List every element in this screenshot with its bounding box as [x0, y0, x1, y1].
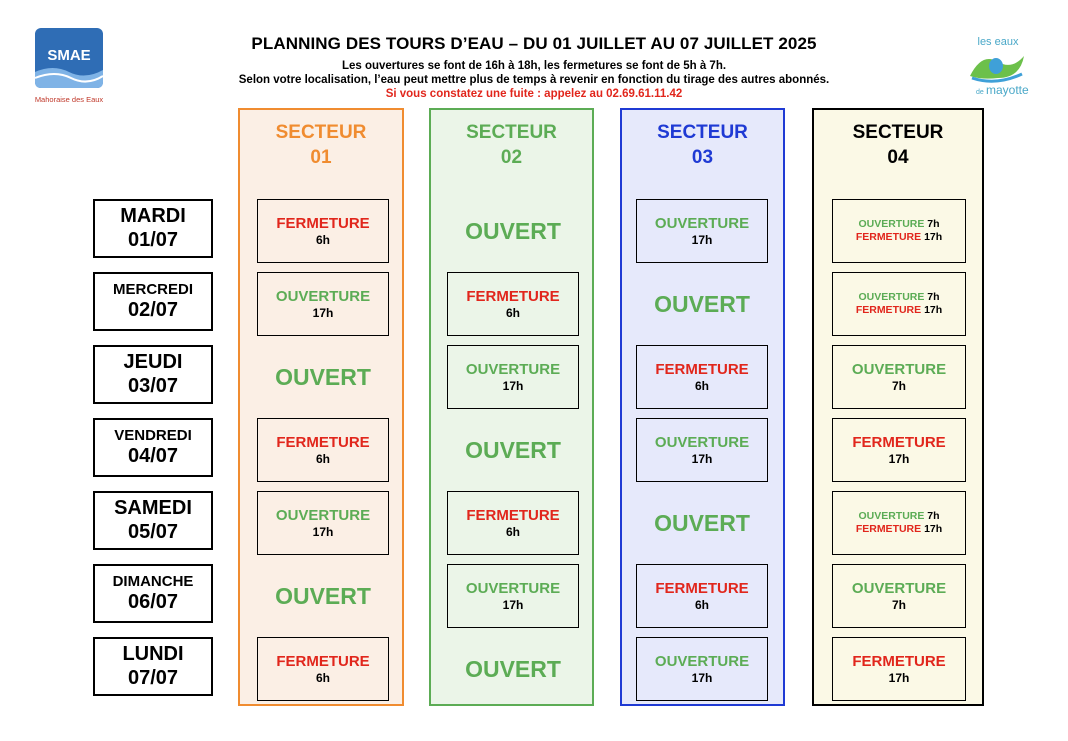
closing-label: FERMETURE — [855, 523, 922, 535]
sector-label: SECTEUR — [275, 122, 367, 143]
closing-cell — [447, 491, 579, 555]
closing-label: FERMETURE — [276, 433, 370, 451]
location-note: Selon votre localisation, l’eau peut mettre plus de temps à revenir en fonction du tirage des autres abonnés. — [238, 74, 830, 86]
open-status-cell — [447, 418, 579, 482]
opening-time: 17h — [691, 670, 713, 685]
closing-cell — [832, 637, 966, 701]
day-row-label — [93, 564, 213, 623]
day-row-label — [93, 491, 213, 550]
open-status-cell — [447, 637, 579, 701]
sector-label: SECTEUR — [466, 122, 557, 143]
opening-time: 7h — [927, 510, 940, 522]
day-date: 06/07 — [127, 591, 179, 614]
closing-time: 6h — [315, 451, 330, 466]
closing-label: FERMETURE — [276, 214, 370, 232]
closing-time: 6h — [505, 524, 520, 539]
day-name: LUNDI — [122, 643, 184, 665]
day-row-label — [93, 637, 213, 696]
closing-label: FERMETURE — [852, 433, 946, 451]
open-status-cell — [257, 564, 389, 628]
opening-label: OUVERTURE — [654, 433, 750, 451]
closing-label: FERMETURE — [855, 304, 922, 316]
closing-cell — [832, 418, 966, 482]
closing-time: 6h — [315, 232, 330, 247]
opening-cell — [447, 564, 579, 628]
open-status-cell — [257, 345, 389, 409]
day-row-label — [93, 418, 213, 477]
opening-time: 7h — [891, 597, 906, 612]
day-row-label — [93, 345, 213, 404]
closing-time: 17h — [888, 451, 910, 466]
day-row-label — [93, 199, 213, 258]
open-status-label: OUVERT — [275, 363, 371, 390]
opening-line — [858, 510, 939, 523]
opening-cell — [636, 637, 768, 701]
opening-time: 17h — [312, 524, 334, 539]
closing-cell — [257, 418, 389, 482]
opening-label: OUVERTURE — [858, 218, 925, 230]
day-date: 03/07 — [127, 375, 179, 397]
open-status-label: OUVERT — [654, 290, 750, 317]
day-name: JEUDI — [123, 351, 183, 373]
day-name: MARDI — [120, 205, 186, 227]
open-status-label: OUVERT — [465, 217, 561, 244]
sector-number: 01 — [310, 147, 332, 168]
closing-line — [856, 523, 942, 536]
closing-time: 6h — [694, 378, 709, 393]
sector-number: 04 — [887, 147, 909, 168]
open-status-label: OUVERT — [275, 582, 371, 609]
opening-label: OUVERTURE — [654, 214, 750, 232]
opening-label: OUVERTURE — [858, 291, 925, 303]
day-name: VENDREDI — [114, 426, 192, 444]
smae-logo-name: SMAE — [47, 47, 91, 64]
opening-label: OUVERTURE — [858, 510, 925, 522]
day-date: 01/07 — [127, 229, 179, 251]
opening-line — [858, 218, 939, 231]
open-status-label: OUVERT — [465, 436, 561, 463]
closing-label: FERMETURE — [655, 360, 749, 378]
closing-time: 6h — [315, 670, 330, 685]
eaux-logo-line1: les eaux — [977, 36, 1019, 48]
schedule-note: Les ouvertures se font de 16h à 18h, les fermetures se font de 5h à 7h. — [341, 60, 727, 72]
closing-line — [856, 231, 942, 244]
sector-04-title — [814, 120, 982, 170]
closing-time: 17h — [924, 304, 943, 316]
day-date: 04/07 — [127, 445, 179, 468]
day-name: MERCREDI — [112, 280, 193, 298]
closing-label: FERMETURE — [655, 579, 749, 597]
opening-time: 7h — [927, 218, 940, 230]
day-date: 07/07 — [127, 667, 179, 689]
closing-time: 17h — [888, 670, 910, 685]
open-status-cell — [447, 199, 579, 263]
closing-time: 17h — [924, 231, 943, 243]
leak-alert: Si vous constatez une fuite : appelez au 02.69.61.11.42 — [385, 88, 683, 100]
sector-02-title — [431, 120, 592, 170]
opening-time: 7h — [891, 378, 906, 393]
opening-cell — [832, 564, 966, 628]
sector-label: SECTEUR — [657, 122, 748, 143]
opening-time: 7h — [927, 291, 940, 303]
opening-label: OUVERTURE — [275, 287, 371, 305]
smae-logo-tagline: Mahoraise des Eaux — [34, 95, 104, 104]
day-name: SAMEDI — [114, 497, 192, 519]
closing-cell — [257, 199, 389, 263]
day-name: DIMANCHE — [112, 572, 194, 590]
closing-cell — [636, 345, 768, 409]
closing-cell — [447, 272, 579, 336]
open-status-cell — [636, 491, 768, 555]
opening-cell — [447, 345, 579, 409]
open-close-cell — [832, 199, 966, 263]
opening-cell — [636, 418, 768, 482]
open-close-cell — [832, 272, 966, 336]
closing-label: FERMETURE — [852, 652, 946, 670]
opening-cell — [832, 345, 966, 409]
eaux-logo-line3: mayotte — [986, 83, 1029, 97]
closing-time: 6h — [694, 597, 709, 612]
sector-number: 02 — [500, 147, 523, 168]
opening-time: 17h — [691, 451, 713, 466]
open-status-label: OUVERT — [654, 509, 750, 536]
eaux-logo-line2: de — [976, 89, 984, 96]
closing-label: FERMETURE — [276, 652, 370, 670]
opening-cell — [257, 491, 389, 555]
opening-label: OUVERTURE — [465, 360, 561, 378]
closing-cell — [257, 637, 389, 701]
closing-label: FERMETURE — [855, 231, 922, 243]
open-close-cell — [832, 491, 966, 555]
sector-01-title — [240, 120, 402, 170]
closing-cell — [636, 564, 768, 628]
closing-label: FERMETURE — [466, 506, 560, 524]
opening-time: 17h — [312, 305, 334, 320]
open-status-cell — [636, 272, 768, 336]
day-row-label — [93, 272, 213, 331]
opening-cell — [636, 199, 768, 263]
page-title: PLANNING DES TOURS D’EAU – DU 01 JUILLET AU 07 JUILLET 2025 — [251, 34, 817, 53]
sector-number: 03 — [691, 147, 714, 168]
opening-time: 17h — [502, 597, 524, 612]
closing-label: FERMETURE — [466, 287, 560, 305]
closing-time: 6h — [505, 305, 520, 320]
opening-label: OUVERTURE — [654, 652, 750, 670]
opening-label: OUVERTURE — [851, 360, 947, 378]
opening-time: 17h — [691, 232, 713, 247]
closing-line — [856, 304, 942, 317]
open-status-label: OUVERT — [465, 655, 561, 682]
day-date: 05/07 — [127, 521, 179, 543]
opening-label: OUVERTURE — [465, 579, 561, 597]
day-date: 02/07 — [127, 299, 179, 322]
opening-time: 17h — [502, 378, 524, 393]
opening-label: OUVERTURE — [851, 579, 947, 597]
opening-cell — [257, 272, 389, 336]
sector-label: SECTEUR — [852, 122, 944, 143]
closing-time: 17h — [924, 523, 943, 535]
opening-line — [858, 291, 939, 304]
sector-03-title — [622, 120, 783, 170]
opening-label: OUVERTURE — [275, 506, 371, 524]
